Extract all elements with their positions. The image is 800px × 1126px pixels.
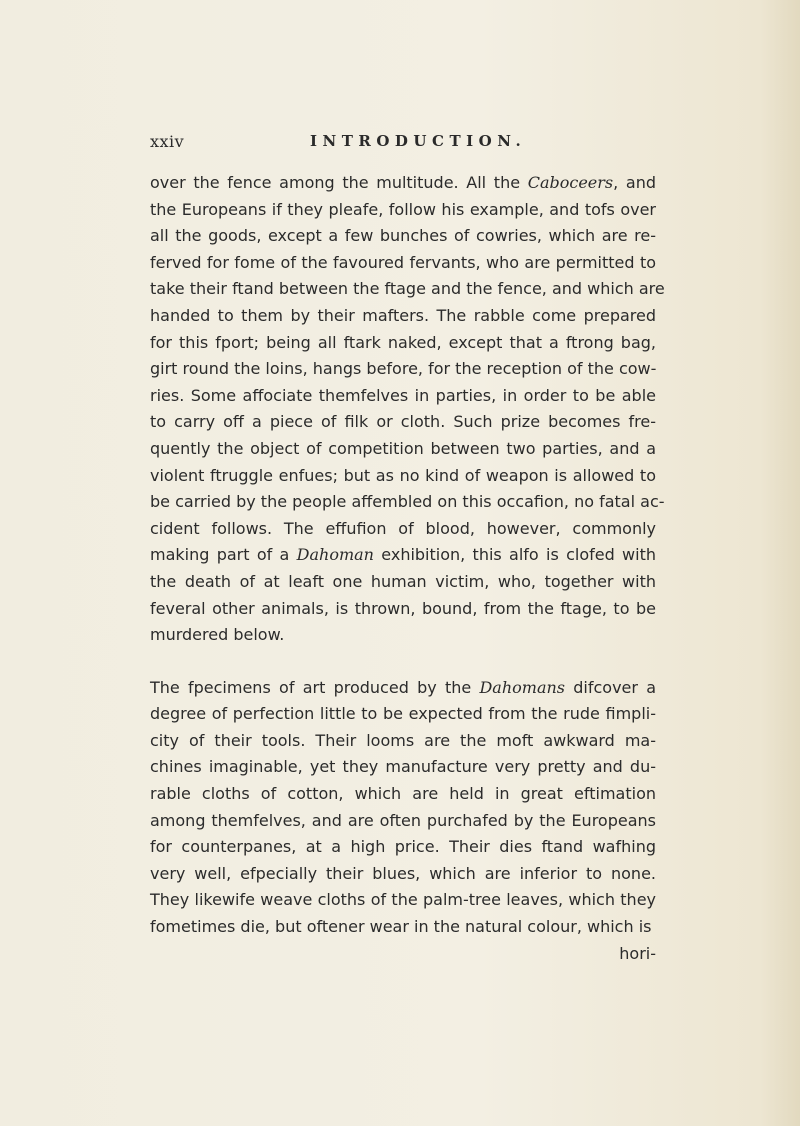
italic-term: Dahomans xyxy=(479,677,565,697)
text-segment: chines imaginable, yet they manufacture very pretty and du- xyxy=(150,757,656,777)
paragraph-1 xyxy=(150,170,665,649)
text-line xyxy=(150,170,656,197)
catchword: hori- xyxy=(619,943,656,963)
text-segment: making part of a xyxy=(150,545,297,565)
text-line xyxy=(150,754,656,781)
italic-term: Dahoman xyxy=(296,545,374,565)
text-line xyxy=(150,303,656,330)
text-segment: take their ftand between the ftage and the fence, and which are xyxy=(150,279,665,299)
text-line xyxy=(150,887,656,914)
text-line xyxy=(150,276,665,303)
text-line xyxy=(150,489,665,516)
text-segment: difcover a xyxy=(565,677,656,697)
text-line xyxy=(150,914,656,941)
text-segment: quently the object of competition between two parties, and a xyxy=(150,438,656,458)
text-line xyxy=(150,542,656,569)
text-segment: girt round the loins, hangs before, for the reception of the cow- xyxy=(150,359,657,379)
text-segment: , and xyxy=(613,173,656,192)
italic-term: Caboceers xyxy=(527,173,614,192)
page-number: xxiv xyxy=(150,132,185,151)
text-line xyxy=(150,330,656,357)
text-line xyxy=(150,701,656,728)
text-line xyxy=(150,250,656,277)
text-line xyxy=(150,781,656,808)
text-line xyxy=(150,197,656,224)
text-line xyxy=(150,728,656,755)
running-title: INTRODUCTION. xyxy=(310,132,527,150)
text-line xyxy=(150,463,656,490)
text-segment: degree of perfection little to be expected from the rude fimpli- xyxy=(150,704,656,724)
text-line xyxy=(150,436,656,463)
text-segment: rable cloths of cotton, which are held in great eftimation xyxy=(150,784,656,804)
text-segment: city of their tools. Their looms are the moft awkward ma- xyxy=(150,730,656,750)
text-segment: be carried by the people affembled on this occafion, no fatal ac- xyxy=(150,492,665,512)
body-text xyxy=(150,170,665,967)
text-line xyxy=(150,675,656,702)
text-segment: fometimes die, but oftener wear in the natural colour, which is xyxy=(150,917,652,937)
text-line xyxy=(150,356,656,383)
text-line xyxy=(150,409,656,436)
text-line xyxy=(150,834,656,861)
text-segment: ferved for fome of the favoured fervants, who are permitted to xyxy=(150,252,656,272)
text-segment: for this fport; being all ftark naked, except that a ftrong bag, xyxy=(150,332,656,352)
text-segment: the Europeans if they pleafe, follow his example, and tofs over xyxy=(150,199,656,219)
text-segment: The fpecimens of art produced by the xyxy=(150,677,480,697)
text-line xyxy=(150,569,656,596)
text-segment: handed to them by their mafters. The rabble come prepared xyxy=(150,305,656,325)
text-segment: They likewife weave cloths of the palm-tree leaves, which they xyxy=(150,890,656,910)
text-segment: exhibition, this alfo is clofed with xyxy=(373,545,657,565)
text-segment: very well, efpecially their blues, which are inferior to none. xyxy=(150,863,656,883)
text-line xyxy=(150,622,656,649)
page-header xyxy=(150,132,656,156)
text-segment: the death of at leaft one human victim, who, together with xyxy=(150,571,656,591)
text-segment: over the fence among the multitude. All the xyxy=(150,173,528,192)
text-line xyxy=(150,516,656,543)
text-segment: murdered below. xyxy=(150,625,285,645)
text-line xyxy=(150,383,656,410)
text-segment: for counterpanes, at a high price. Their dies ftand wafhing xyxy=(150,837,656,857)
text-line xyxy=(150,861,656,888)
text-segment: cident follows. The effufion of blood, however, commonly xyxy=(150,518,656,538)
paragraph-2 xyxy=(150,675,656,941)
text-segment: all the goods, except a few bunches of cowries, which are re- xyxy=(150,226,656,246)
text-segment: feveral other animals, is thrown, bound, from the ftage, to be xyxy=(150,598,656,618)
text-segment: to carry off a piece of filk or cloth. Such prize becomes fre- xyxy=(150,412,656,432)
text-segment: violent ftruggle enfues; but as no kind of weapon is allowed to xyxy=(150,465,656,485)
text-line xyxy=(150,808,656,835)
text-segment: ries. Some affociate themfelves in parties, in order to be able xyxy=(150,385,656,405)
text-line xyxy=(150,596,656,623)
text-segment: among themfelves, and are often purchafed by the Europeans xyxy=(150,810,656,830)
text-line xyxy=(150,223,656,250)
